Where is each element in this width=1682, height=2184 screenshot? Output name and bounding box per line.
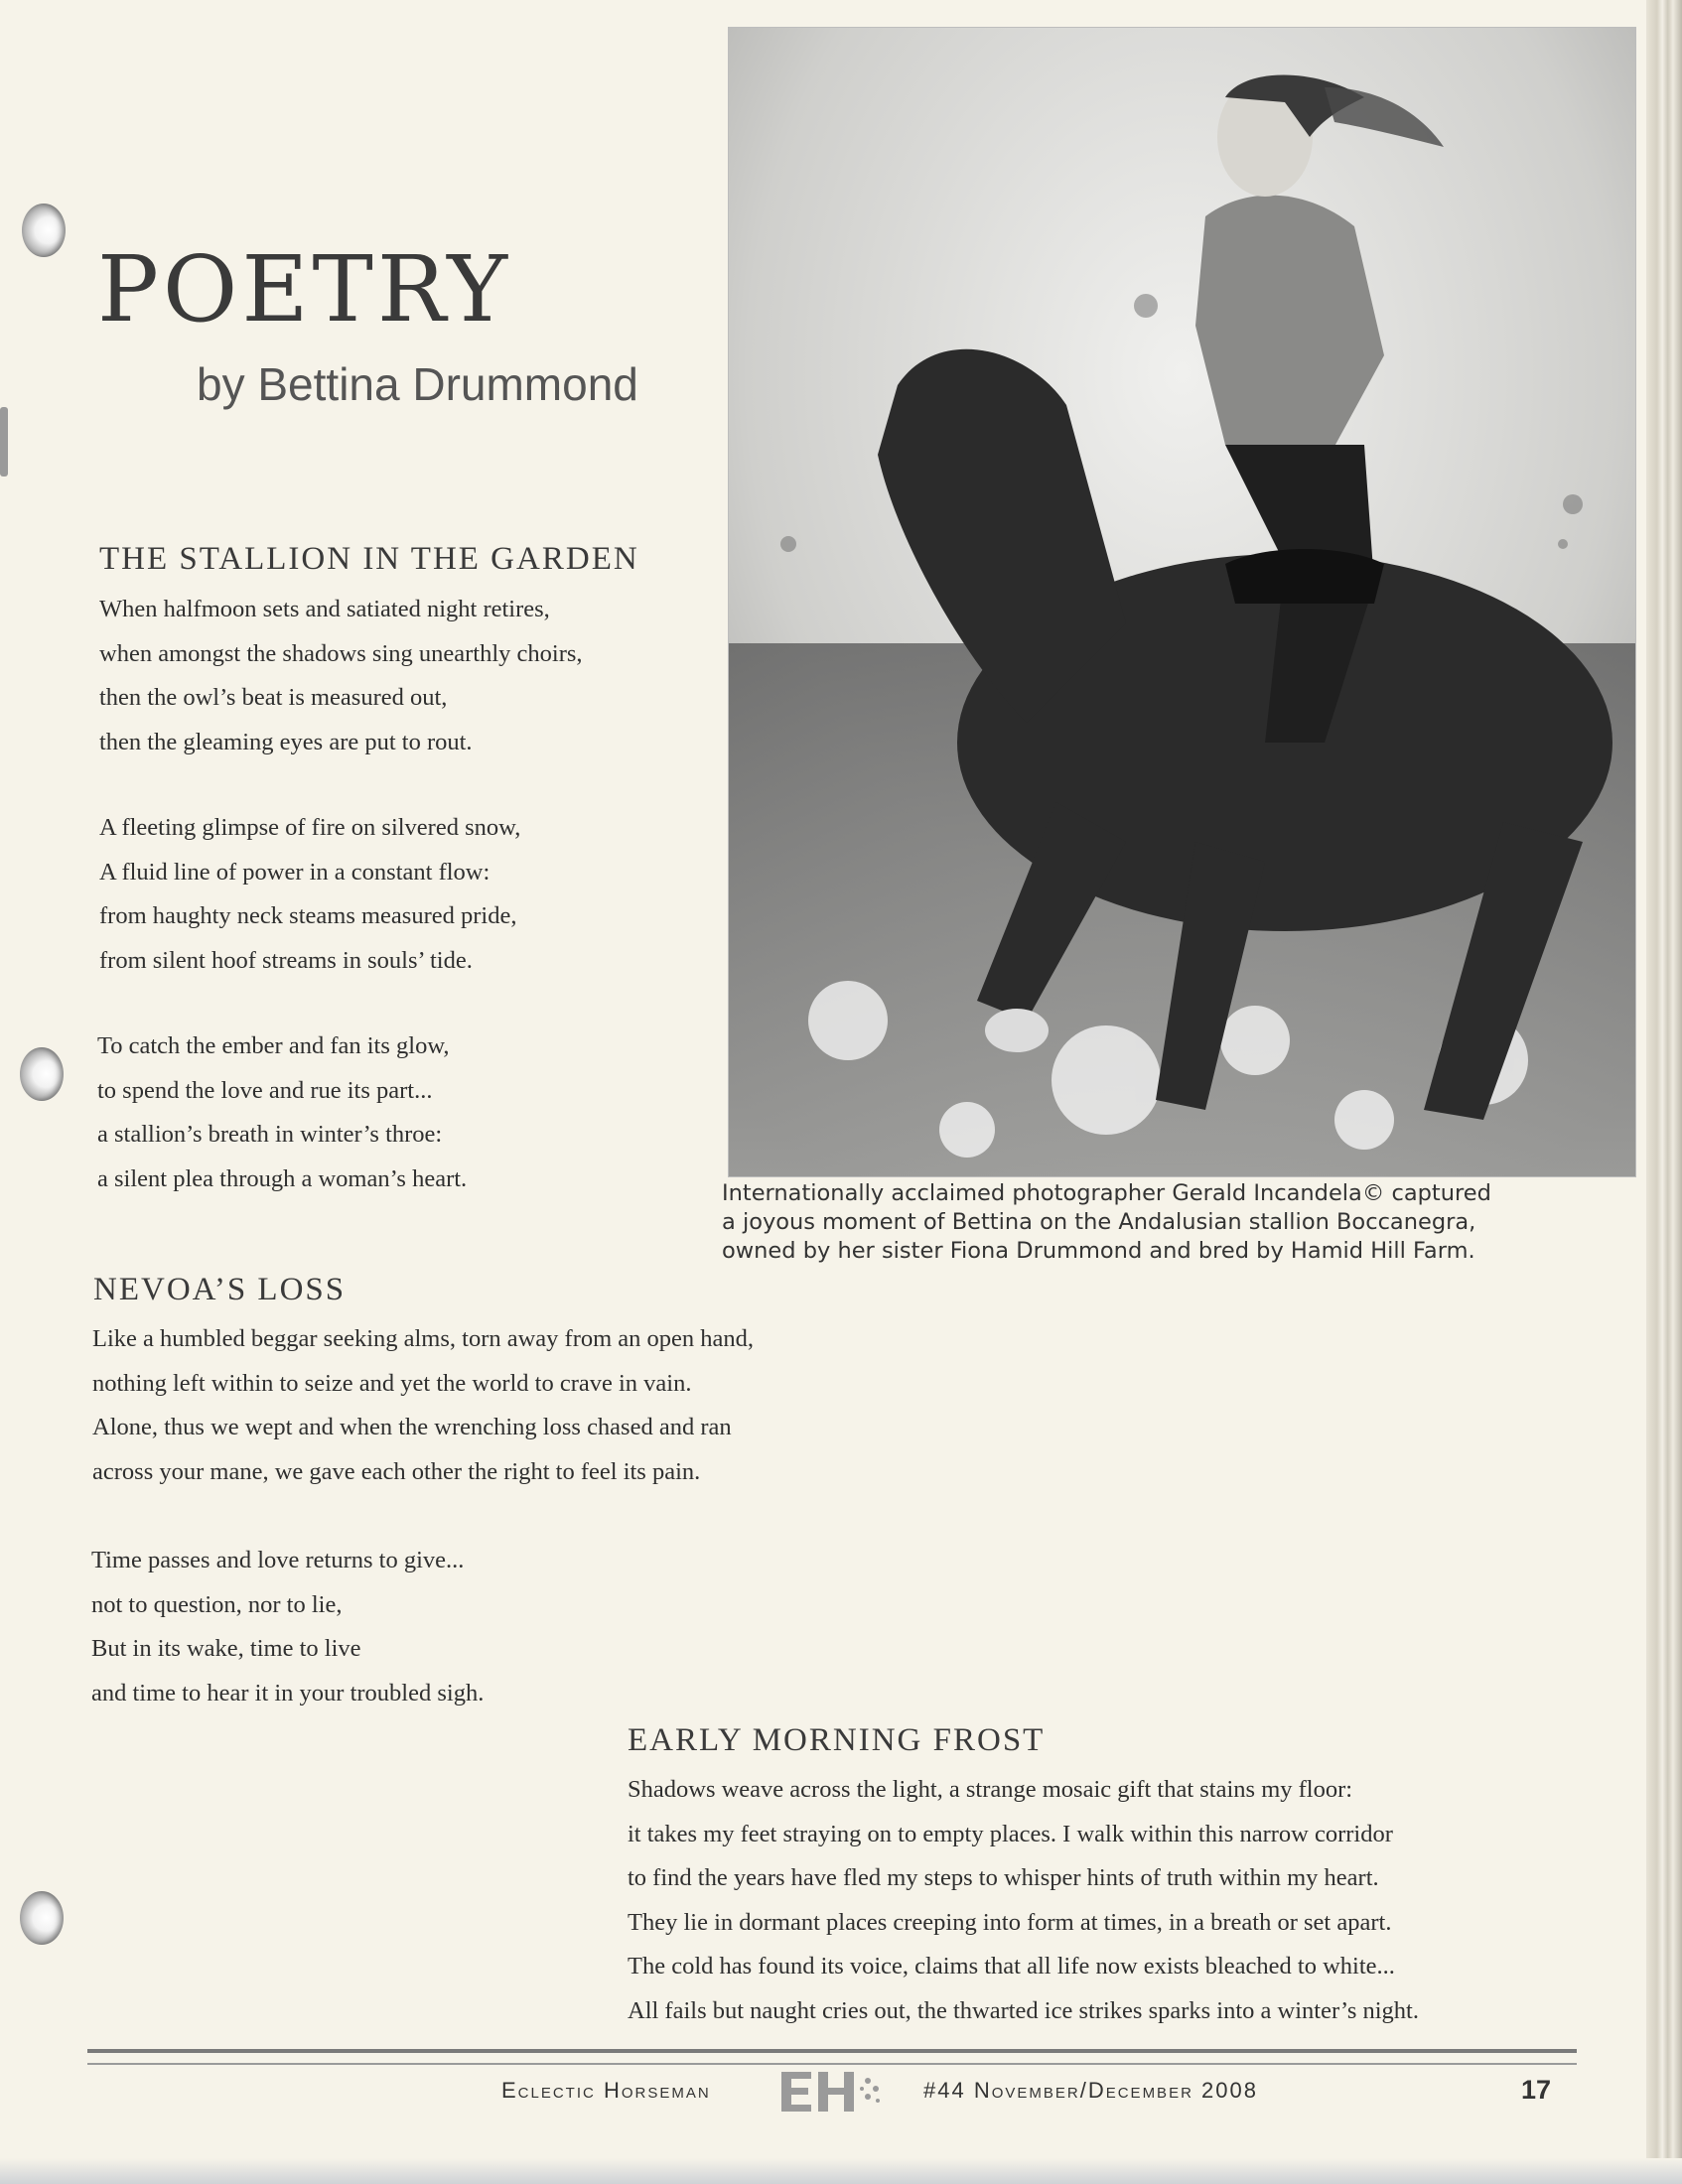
poem-line: nothing left within to seize and yet the world to crave in vain. <box>92 1369 692 1397</box>
poem-line: not to question, nor to lie, <box>91 1590 343 1618</box>
punch-hole-bottom <box>20 1891 64 1945</box>
poem-line: a stallion’s breath in winter’s throe: <box>97 1121 443 1148</box>
poem-line: Like a humbled beggar seeking alms, torn away from an open hand, <box>92 1325 755 1352</box>
poem-title-nevoa: NEVOA’S LOSS <box>93 1272 347 1307</box>
page-edge <box>1646 0 1682 2184</box>
poem-line: Shadows weave across the light, a strange mosaic gift that stains my floor: <box>628 1776 1353 1803</box>
poem-line: Time passes and love returns to give... <box>91 1547 465 1573</box>
poem-line: a silent plea through a woman’s heart. <box>97 1164 468 1192</box>
poem-line: from silent hoof streams in souls’ tide. <box>99 946 473 974</box>
poem-line: When halfmoon sets and satiated night retires, <box>99 596 550 622</box>
poem-line: A fluid line of power in a constant flow: <box>99 858 491 886</box>
poem-line: and time to hear it in your troubled sigh. <box>91 1679 485 1706</box>
binder-mark <box>0 407 8 477</box>
poem-line: They lie in dormant places creeping into form at times, in a breath or set apart. <box>628 1908 1392 1936</box>
poem-line: The cold has found its voice, claims that all life now exists bleached to white... <box>628 1953 1395 1979</box>
poem-title-frost: EARLY MORNING FROST <box>628 1722 1046 1758</box>
stanza <box>92 1317 754 1494</box>
poem-line: To catch the ember and fan its glow, <box>97 1032 450 1059</box>
poem-line: across your mane, we gave each other the right to feel its pain. <box>92 1457 701 1485</box>
poem-line: when amongst the shadows sing unearthly choirs, <box>99 639 583 667</box>
footer-issue: #44 November/December 2008 <box>923 2078 1258 2103</box>
poem-line: it takes my feet straying on to empty places. I walk within this narrow corridor <box>628 1820 1393 1847</box>
caption-line: Internationally acclaimed photographer Gerald Incandela© captured <box>722 1180 1491 1206</box>
photo-caption <box>722 1179 1615 1266</box>
poem-line: from haughty neck steams measured pride, <box>99 902 517 929</box>
stanza <box>99 806 520 983</box>
footer-rule <box>87 2049 1577 2065</box>
stanza <box>91 1539 484 1715</box>
poem-line: to find the years have fled my steps to whisper hints of truth within my heart. <box>628 1864 1379 1891</box>
punch-hole-middle <box>20 1047 64 1101</box>
poem-title-stallion: THE STALLION IN THE GARDEN <box>99 541 639 577</box>
poem-line: then the gleaming eyes are put to rout. <box>99 728 473 755</box>
footer-magazine-name: Eclectic Horseman <box>501 2078 711 2103</box>
poem-line: then the owl’s beat is measured out, <box>99 684 448 711</box>
poem-line: But in its wake, time to live <box>91 1635 361 1662</box>
punch-hole-top <box>22 204 66 257</box>
stanza <box>97 1024 467 1201</box>
caption-line: a joyous moment of Bettina on the Andalusian stallion Boccanegra, <box>722 1209 1476 1235</box>
page-title: POETRY <box>97 236 512 342</box>
page-number: 17 <box>1521 2075 1552 2105</box>
poem-line: A fleeting glimpse of fire on silvered snow, <box>99 814 521 841</box>
photo-horse-rider <box>728 27 1636 1177</box>
author-byline: by Bettina Drummond <box>197 358 638 410</box>
poem-line: All fails but naught cries out, the thwarted ice strikes sparks into a winter’s night. <box>628 1996 1419 2024</box>
caption-line: owned by her sister Fiona Drummond and bred by Hamid Hill Farm. <box>722 1238 1475 1264</box>
stanza <box>99 588 583 764</box>
stanza <box>628 1768 1419 2033</box>
photo-illustration <box>729 28 1635 1176</box>
magazine-logo-icon <box>776 2067 886 2116</box>
scan-shadow <box>0 2158 1682 2184</box>
poem-line: Alone, thus we wept and when the wrenching loss chased and ran <box>92 1414 732 1440</box>
poem-line: to spend the love and rue its part... <box>97 1076 433 1104</box>
